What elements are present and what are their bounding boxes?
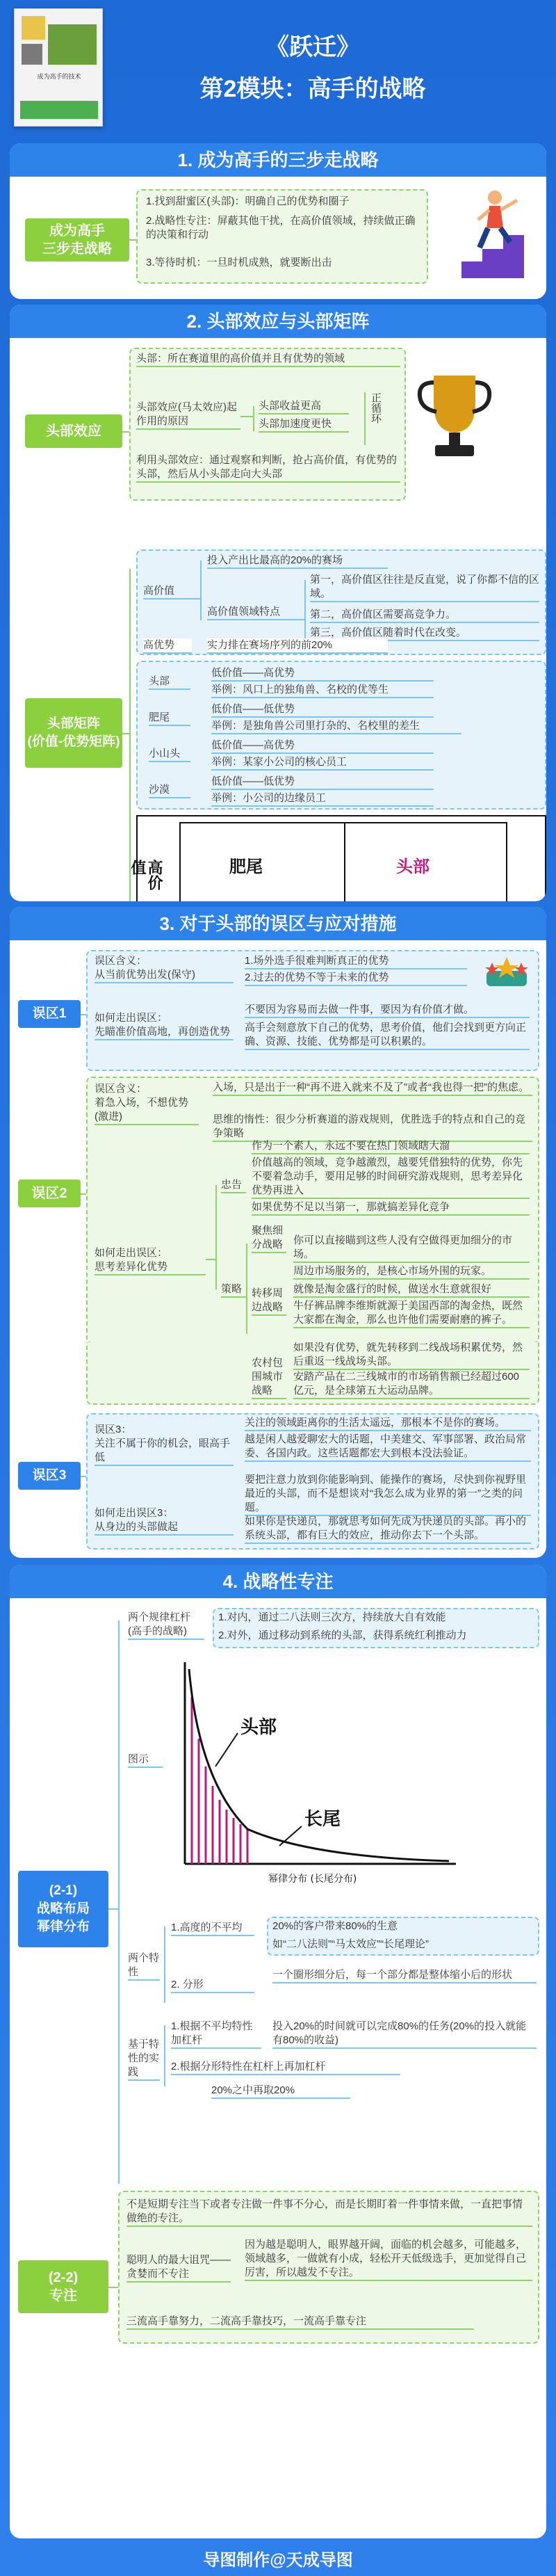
lever-2: 2.对外，通过移动到系统的头部，获得系统红利推动力 xyxy=(218,1629,467,1641)
head-def: 头部：所在赛道里的高价值并且有优势的领域 xyxy=(136,352,400,367)
section-4-title: 4. 战略性专注 xyxy=(10,1565,546,1598)
m2-strategy-2c: 牛仔裤品牌李维斯就源于美国西部的淘金热，既然大家都在淘金，那么也许他们需要耐磨的裤子。 xyxy=(293,1299,530,1328)
hv-features-label: 高价值领域特点 xyxy=(207,605,297,620)
head-effect-node: 头部效应 xyxy=(25,414,122,448)
section-1 xyxy=(10,143,546,299)
page-header xyxy=(0,0,556,139)
section-2 xyxy=(10,305,546,901)
m1-meaning-2: 2.过去的优势不等于未来的优势 xyxy=(245,971,467,986)
m2-strategy-3b: 安踏产品在二三线城市的市场销售额已经超过600亿元，是全球第五大运动品牌。 xyxy=(293,1370,530,1399)
matrix-q-head: 头部 xyxy=(396,856,430,876)
cell-head-b: 举例：风口上的独角兽、名校的优等生 xyxy=(211,683,434,698)
practice-1a: 投入20%的时间就可以完成80%的任务(20%的投入就能有80%的收益) xyxy=(272,2020,537,2049)
focus-1: 不是短期专注当下或者专注做一件事不分心，而是长期盯着一件事情来做，一直把事情做绝的专注。 xyxy=(126,2198,532,2227)
feature-2: 2. 分形 xyxy=(171,1978,254,1993)
hv-feature-2: 第二，高价值区需要高竞争力。 xyxy=(310,608,539,623)
high-value-label: 高价值 xyxy=(143,584,192,599)
power-law-figure xyxy=(171,1655,463,1892)
practice-2: 2.根据分形特性在杠杆上再加杠杆 xyxy=(171,2060,400,2075)
hv-feature-1: 第一，高价值区往往是反直觉，说了你都不信的区域。 xyxy=(310,573,539,602)
figure-head-label: 头部 xyxy=(240,1717,277,1738)
cell-desert-b: 举例：小公司的边缘员工 xyxy=(211,791,434,807)
m2-loyal-2: 价值越高的领域，竞争越激烈，越要凭借独特的优势，你先不要着急动手，要用足够的时间研究游戏规则，思考差异化优势再进入 xyxy=(252,1156,530,1199)
cell-small-hill: 小山头 xyxy=(149,747,190,762)
m3-node: 误区3 xyxy=(18,1462,81,1490)
cell-desert: 沙漠 xyxy=(149,783,190,798)
focus-3: 三流高手靠努力，二流高手靠技巧，一流高手靠专注 xyxy=(126,2315,474,2330)
s4-node-2: (2-2) 专注 xyxy=(18,2260,108,2313)
m3-solution: 如何走出误区3： 从身边的头部做起 xyxy=(95,1506,234,1536)
feature-1b: 如“二八法则”“马太效应”“长尾理论” xyxy=(272,1938,429,1950)
practice-label: 基于特性的实践 xyxy=(128,2038,160,2081)
m2-strategy-3: 农村包围城市战略 xyxy=(252,1356,286,1399)
m1-meaning: 误区含义： 从当前优势出发(保守) xyxy=(95,954,234,983)
m3-meaning-1: 关注的领域距离你的生活太遥远，那根本不是你的赛场。 xyxy=(245,1416,531,1431)
high-adv-label: 高优势 xyxy=(143,638,192,654)
feature-2a: 一个圈形细分后，每一个部分都是整体缩小后的形状 xyxy=(272,1968,537,1983)
head-cycle: 正循环 xyxy=(364,392,382,445)
high-adv-def: 实力排在赛场序列的前20% xyxy=(207,638,388,654)
m2-strategy-1: 聚焦细分战略 xyxy=(252,1224,286,1253)
m1-meaning-1: 1.场外选手很难判断真正的优势 xyxy=(245,954,467,969)
cell-small-hill-b: 举例：某家小公司的核心员工 xyxy=(211,755,434,771)
cell-fat-tail: 肥尾 xyxy=(149,711,190,726)
cell-desert-a: 低价值——低优势 xyxy=(211,775,434,790)
head-cause-a: 头部收益更高 xyxy=(259,399,349,414)
m1-solution-2: 高手会刻意放下自己的优势，思考价值，他们会找到更方向正确、资源、技能、优势都是可以积累的。 xyxy=(245,1021,530,1050)
hv-feature-3: 第三，高价值区随着时代在改变。 xyxy=(310,626,539,641)
m1-solution: 如何走出误区： 先瞄准价值高地，再创造优势 xyxy=(95,1011,234,1040)
s4-node-1: (2-1) 战略布局 幂律分布 xyxy=(18,1871,108,1947)
m2-strategy-2a: 周边市场服务的，是核心市场外围的玩家。 xyxy=(293,1264,530,1280)
m2-node: 误区2 xyxy=(18,1180,81,1207)
head-cause-b: 头部加速度更快 xyxy=(259,417,349,433)
m2-loyal-label: 忠告 xyxy=(221,1178,246,1193)
m2-solution: 如何走出误区： 思考差异化优势 xyxy=(95,1246,206,1275)
m2-meaning: 误区含义： 着急入场，不想优势(激进) xyxy=(95,1082,199,1125)
lever-label: 两个规律杠杆 (高手的战略) xyxy=(128,1611,204,1640)
s1-item-1: 1.找到甜蜜区(头部)：明确自己的优势和圈子 xyxy=(146,195,350,207)
s1-node: 成为高手 三步走战略 xyxy=(25,218,129,261)
m2-loyal-3: 如果优势不足以当第一，那就搞差异化竞争 xyxy=(252,1200,530,1216)
matrix-y-high: 高价值 xyxy=(129,860,163,890)
m2-strategy-1a: 你可以直接瞄到这些人没有空做得更加细分的市场。 xyxy=(293,1234,530,1263)
climber-icon xyxy=(455,185,531,282)
page-title: 《跃迁》 xyxy=(265,34,360,61)
s1-item-3: 3.等待时机：一旦时机成熟，就要断出击 xyxy=(146,257,332,268)
m1-node: 误区1 xyxy=(18,1000,81,1028)
practice-1: 1.根据不平均特性加杠杆 xyxy=(171,2020,261,2049)
m2-strategy-label: 策略 xyxy=(221,1282,246,1298)
m2-strategy-3a: 如果没有优势，就先转移到二线战场积累优势，然后重返一线战场头部。 xyxy=(293,1342,530,1370)
matrix-q-fat-tail: 肥尾 xyxy=(229,856,263,876)
figure-tail-label: 长尾 xyxy=(304,1809,341,1830)
section-2-title: 2. 头部效应与头部矩阵 xyxy=(10,305,546,338)
m2-meaning-2: 思维的惰性：很少分析赛道的游戏规则，优胜选手的特点和自己的竞争策略 xyxy=(213,1113,532,1142)
head-matrix-node: 头部矩阵 (价值-优势矩阵) xyxy=(25,698,122,768)
head-cause-label: 头部效应(马太效应)起作用的原因 xyxy=(136,401,240,430)
m2-strategy-2: 转移周边战略 xyxy=(252,1287,286,1316)
section-3 xyxy=(10,907,546,1356)
section-1-title: 1. 成为高手的三步走战略 xyxy=(10,143,546,177)
section-4 xyxy=(10,1565,546,2538)
m3-meaning-2: 越是闲人越爱聊宏大的话题，中美建交、军事部署、政治局常委、各国内政。这些话题都宏大到根本没法验证。 xyxy=(245,1433,531,1462)
trophy-icon xyxy=(413,369,496,466)
cell-head-a: 低价值——高优势 xyxy=(211,666,434,682)
page-subtitle: 第2模块：高手的战略 xyxy=(199,76,426,102)
cell-head: 头部 xyxy=(149,675,190,690)
head-use: 利用头部效应：通过观察和判断，抢占高价值，有优势的头部，然后从小头部走向大头部 xyxy=(136,453,400,483)
m2-loyal-1: 作为一个素人，永远不要在热门领域瞎大溜 xyxy=(252,1139,530,1154)
m3-solution-2: 如果你是快递员，那就思考如何先成为快递员的头部。再小的系统头部，都有巨大的效应，推动你去下一个头部。 xyxy=(245,1515,531,1544)
matrix-grid xyxy=(179,822,507,901)
s1-item-2: 2.战略性专注：屏蔽其他干扰，在高价值领域，持续做正确的决策和行动 xyxy=(146,215,416,241)
m3-solution-1: 要把注意力放到你能影响到、能操作的赛场，尽快到你视野里最近的头部，而不是想谈对“我怎么成为业界的第一”之类的问题。 xyxy=(245,1473,531,1516)
m3-meaning: 误区3： 关注不属于你的机会，眼高手低 xyxy=(95,1423,234,1466)
cell-small-hill-a: 低价值——高优势 xyxy=(211,739,434,754)
lever-1: 1.对内，通过二八法则三次方，持续放大自有效能 xyxy=(218,1611,446,1623)
feature-1: 1.高度的不平均 xyxy=(171,1921,254,1936)
feature-1a: 20%的客户带来80%的生意 xyxy=(272,1920,398,1932)
practice-2a: 20%之中再取20% xyxy=(211,2084,350,2099)
figure-label: 图示 xyxy=(128,1753,163,1768)
cell-fat-tail-a: 低价值——低优势 xyxy=(211,702,434,718)
m1-solution-1: 不要因为容易而去做一件事，要因为有价值才做。 xyxy=(245,1003,530,1018)
rating-stars-icon xyxy=(482,956,531,988)
cell-fat-tail-b: 举例：是独角兽公司里打杂的、名校里的差生 xyxy=(211,719,461,734)
focus-2-label: 聪明人的最大诅咒——贪婪而不专注 xyxy=(126,2253,231,2283)
book-cover-title: 成为高手的技术 xyxy=(37,73,81,80)
section-3-continued xyxy=(10,1342,546,1558)
focus-2: 因为越是聪明人，眼界越开阔，面临的机会越多，可能越多，领域越多，一做就有小成，轻松开天低级选手，更加觉得自己厉害，所以越发不专注。 xyxy=(245,2238,532,2281)
figure-x-label: 幂律分布 (长尾分布) xyxy=(268,1874,357,1885)
high-value-def: 投入产出比最高的20%的赛场 xyxy=(207,554,388,569)
book-cover-image xyxy=(14,8,103,127)
m2-meaning-1: 入场，只是出于一种“再不进入就来不及了”或者“我也得一把”的焦虑。 xyxy=(213,1081,532,1096)
section-3-title: 3. 对于头部的误区与应对措施 xyxy=(10,907,546,940)
footer-credit: 导图制作@天成导图 xyxy=(203,2551,353,2570)
two-features-label: 两个特性 xyxy=(128,1951,160,1981)
m2-strategy-2b: 就像是淘金盛行的时候，做送水生意就很好 xyxy=(293,1282,530,1298)
